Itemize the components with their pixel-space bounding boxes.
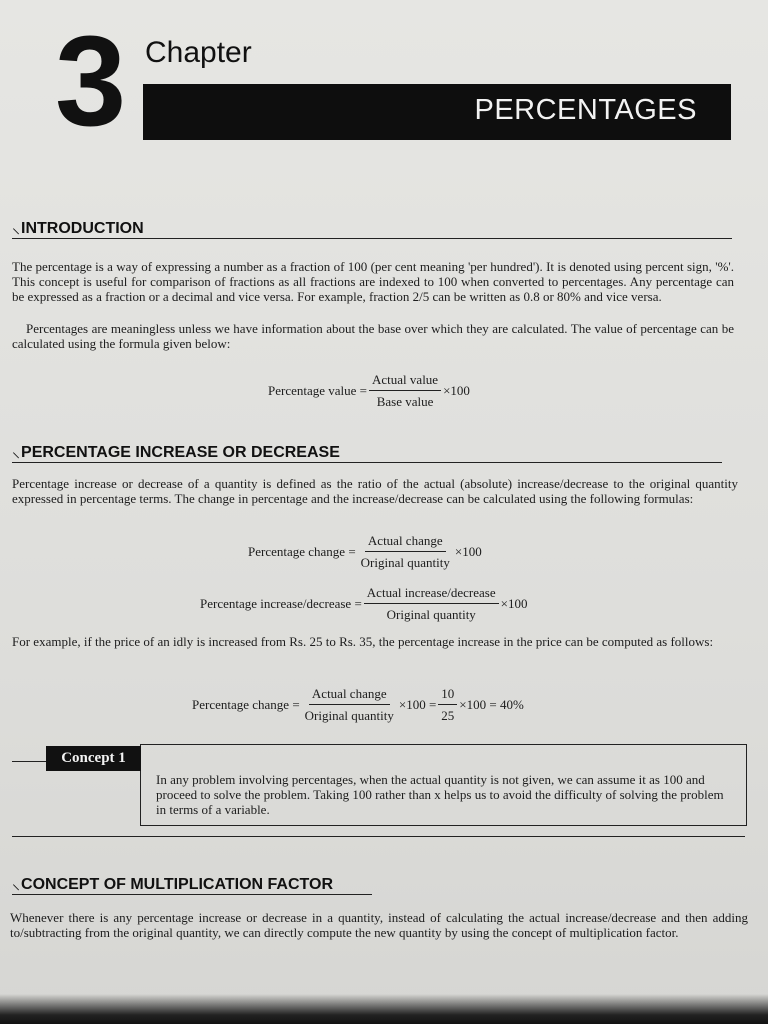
formula-fraction [302, 686, 397, 724]
formula-percentage-change [248, 533, 482, 571]
heading-text: PERCENTAGE INCREASE OR DECREASE [21, 444, 340, 461]
formula-fraction [364, 585, 499, 623]
formula-example [192, 686, 524, 724]
formula-denominator: Base value [376, 394, 434, 409]
section-heading-increase-decrease [12, 440, 722, 463]
formula-percentage-value [268, 372, 470, 410]
heading-mark-icon: ⸜ [12, 876, 21, 893]
formula-lhs: Percentage change = [192, 697, 300, 712]
formula-denominator: Original quantity [304, 708, 394, 723]
formula-multiplier: ×100 [443, 383, 470, 398]
concept-bottom-rule [12, 836, 745, 837]
formula-multiplier: ×100 [454, 544, 482, 559]
formula-numerator: Actual value [369, 372, 441, 391]
heading-text: CONCEPT OF MULTIPLICATION FACTOR [21, 876, 333, 893]
intro-paragraph-2: Percentages are meaningless unless we have information about the base over which they are calculated. The value of percentage can be calculated using the formula given below: [12, 321, 734, 351]
intro-paragraph-1: The percentage is a way of expressing a number as a fraction of 100 (per cent meaning 'per hundred'). It is denoted using percent sign, '%'. This concept is useful for comparison of fractions as all fractions are indexed to 100 when converted to percentages. Any percentage can be expressed as a fraction or a decimal and vice versa. For example, fraction 2/5 can be written as 0.8 or 80% and vice versa. [12, 259, 734, 304]
concept-text: In any problem involving percentages, when the actual quantity is not given, we can assume it as 100 and proceed to solve the problem. Taking 100 rather than x helps us to avoid the difficulty of solving the problem in terms of a variable. [156, 772, 724, 817]
formula-numerator: Actual change [365, 533, 446, 552]
concept-tag: Concept 1 [46, 746, 141, 771]
heading-mark-icon: ⸜ [12, 220, 21, 237]
formula-fraction [369, 372, 441, 410]
formula-multiplier: ×100 = [398, 697, 437, 712]
heading-mark-icon: ⸜ [12, 444, 21, 461]
formula-lhs: Percentage value = [268, 383, 368, 398]
formula-fraction-values [438, 686, 457, 724]
chapter-title-bar [143, 84, 731, 140]
formula-numerator: Actual increase/decrease [364, 585, 499, 604]
section-heading-multiplication-factor [12, 872, 372, 895]
multiplication-paragraph-1: Whenever there is any percentage increase or decrease in a quantity, instead of calculating the actual increase/decrease and then adding to/subtracting from the original quantity, we can directly compute the new quantity by using the concept of multiplication factor. [10, 910, 748, 940]
increase-paragraph-2: For example, if the price of an idly is increased from Rs. 25 to Rs. 35, the percentage increase in the price can be computed as follows: [12, 634, 714, 649]
formula-percentage-increase-decrease [200, 585, 527, 623]
formula-result: ×100 = 40% [459, 697, 524, 712]
increase-paragraph-1: Percentage increase or decrease of a quantity is defined as the ratio of the actual (absolute) increase/decrease to the original quantity expressed in percentage terms. The change in percentage and the increase/decrease can be calculated using the following formulas: [12, 476, 738, 506]
formula-lhs: Percentage change = [248, 544, 356, 559]
page-bottom-shadow [0, 994, 768, 1024]
formula-denominator: Original quantity [386, 607, 476, 622]
formula-denominator-value: 25 [441, 708, 455, 723]
chapter-label: Chapter [145, 36, 252, 69]
section-heading-introduction [12, 216, 732, 239]
formula-denominator: Original quantity [360, 555, 450, 570]
formula-multiplier: ×100 [500, 596, 528, 611]
chapter-number: 3 [55, 10, 121, 153]
chapter-title: PERCENTAGES [474, 94, 697, 126]
formula-lhs: Percentage increase/decrease = [200, 596, 362, 611]
heading-text: INTRODUCTION [21, 220, 144, 237]
formula-numerator: Actual change [309, 686, 390, 705]
formula-fraction [358, 533, 453, 571]
formula-numerator-value: 10 [438, 686, 457, 705]
